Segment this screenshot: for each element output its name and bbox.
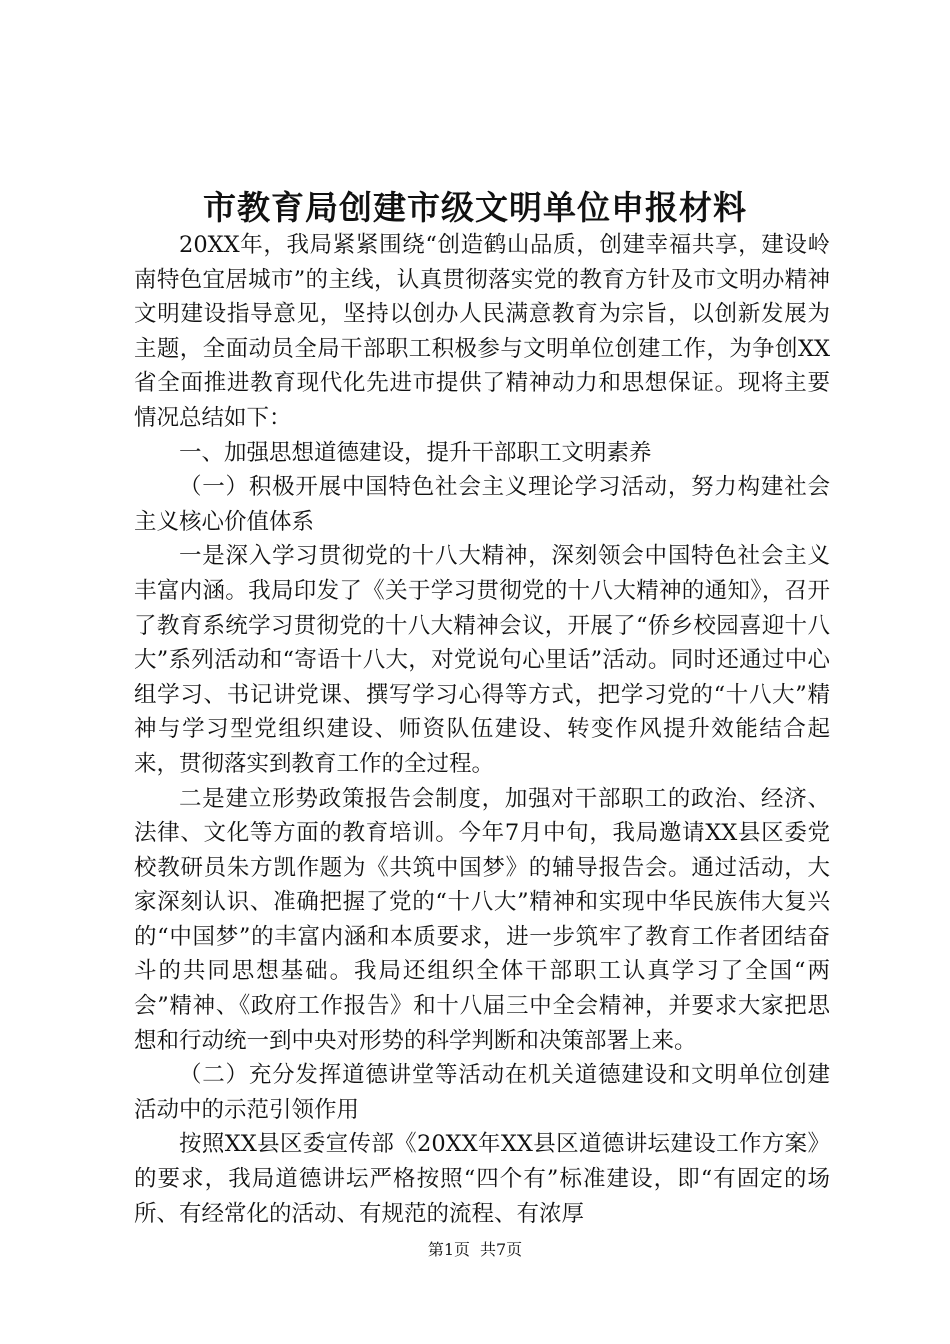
subsection-heading-1: （一）积极开展中国特色社会主义理论学习活动，努力构建社会主义核心价值体系: [134, 474, 830, 535]
document-body: [134, 228, 830, 1231]
section-heading-1: 一、加强思想道德建设，提升干部职工文明素养: [179, 439, 652, 466]
subsection-heading-2: （二）充分发挥道德讲堂等活动在机关道德建设和文明单位创建活动中的示范引领作用: [134, 1062, 830, 1123]
paragraph-intro: 20XX年，我局紧紧围绕“创造鹤山品质，创建幸福共享，建设岭南特色宜居城市”的主线，认真贯彻落实党的教育方针及市文明办精神文明建设指导意见，坚持以创办人民满意教育为宗旨，以创新发展为主题，全面动员全局干部职工积极参与文明单位创建工作，为争创XX省全面推进教育现代化先进市提供了精神动力和思想保证。现将主要情况总结如下：: [134, 232, 830, 431]
page-footer: [0, 1239, 950, 1261]
paragraph-item-2: 二是建立形势政策报告会制度，加强对干部职工的政治、经济、法律、文化等方面的教育培训。今年7月中旬，我局邀请XX县区委党校教研员朱方凯作题为《共筑中国梦》的辅导报告会。通过活动，大家深刻认识、准确把握了党的“十八大”精神和实现中华民族伟大复兴的“中国梦”的丰富内涵和本质要求，进一步筑牢了教育工作者团结奋斗的共同思想基础。我局还组织全体干部职工认真学习了全国“两会”精神、《政府工作报告》和十八届三中全会精神，并要求大家把思想和行动统一到中央对形势的科学判断和决策部署上来。: [134, 785, 830, 1054]
document-title: 市教育局创建市级文明单位申报材料: [203, 188, 747, 227]
page-total: 共7页: [480, 1240, 523, 1259]
paragraph-moral-forum: 按照XX县区委宣传部《20XX年XX县区道德讲坛建设工作方案》的要求，我局道德讲坛严格按照“四个有”标准建设，即“有固定的场所、有经常化的活动、有规范的流程、有浓厚: [134, 1131, 830, 1227]
paragraph-item-1: 一是深入学习贯彻党的十八大精神，深刻领会中国特色社会主义丰富内涵。我局印发了《关于学习贯彻党的十八大精神的通知》，召开了教育系统学习贯彻党的十八大精神会议，开展了“侨乡校园喜迎十八大”系列活动和“寄语十八大，对党说句心里话”活动。同时还通过中心组学习、书记讲党课、撰写学习心得等方式，把学习党的“十八大”精神与学习型党组织建设、师资队伍建设、转变作风提升效能结合起来，贯彻落实到教育工作的全过程。: [134, 543, 830, 777]
page-number: 第1页: [427, 1240, 470, 1259]
